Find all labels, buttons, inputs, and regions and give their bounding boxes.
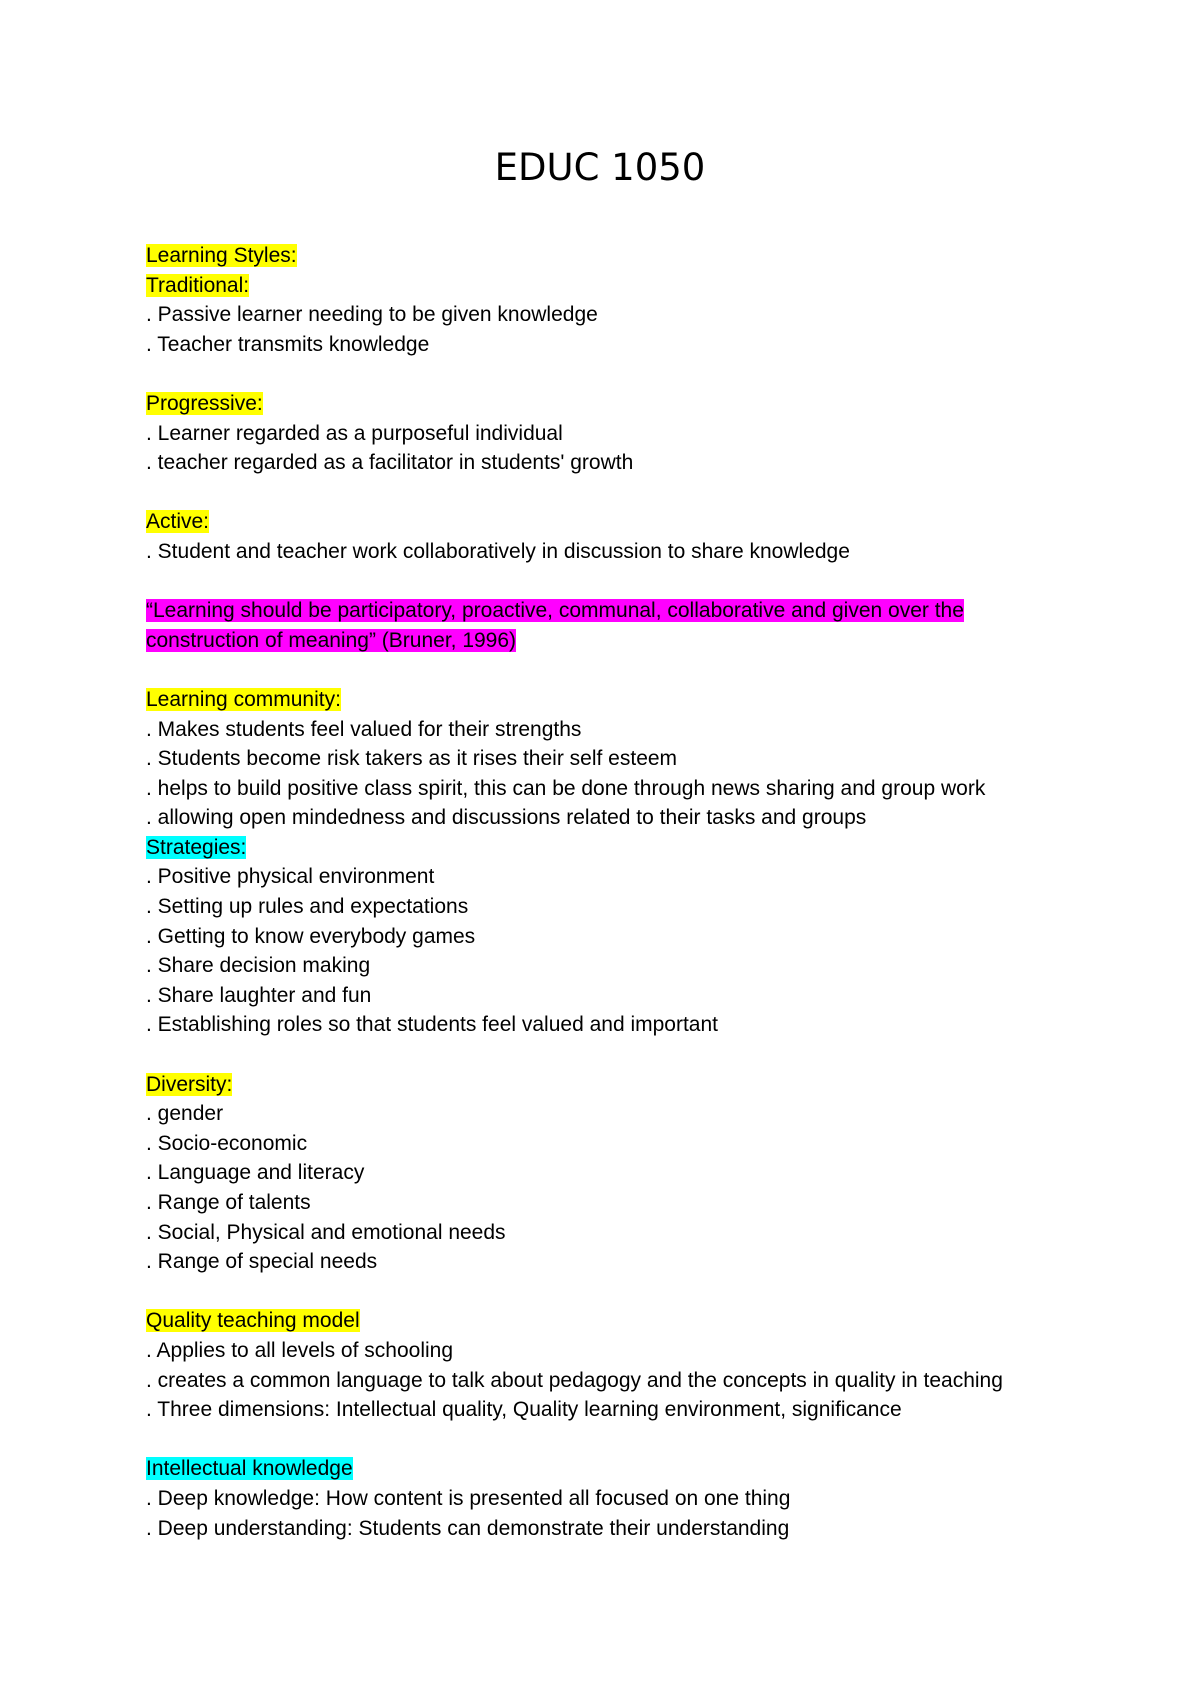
- list-item: . Getting to know everybody games: [146, 924, 476, 948]
- quote-line-1: “Learning should be participatory, proactive, communal, collaborative and given over the: [146, 599, 964, 623]
- heading-active: Active:: [146, 510, 210, 534]
- heading-quality-teaching-model: Quality teaching model: [146, 1309, 360, 1333]
- list-item: . Share laughter and fun: [146, 983, 372, 1007]
- list-item: . Range of special needs: [146, 1250, 378, 1274]
- list-item: . Makes students feel valued for their strengths: [146, 717, 582, 741]
- heading-progressive: Progressive:: [146, 391, 263, 415]
- list-item: . Students become risk takers as it rises their self esteem: [146, 747, 678, 771]
- heading-diversity: Diversity:: [146, 1072, 233, 1096]
- list-item: . creates a common language to talk about pedagogy and the concepts in quality in teaching: [146, 1368, 1003, 1392]
- list-item: . Positive physical environment: [146, 865, 435, 889]
- document-title: EDUC 1050: [494, 146, 706, 189]
- list-item: . Deep understanding: Students can demonstrate their understanding: [146, 1516, 790, 1540]
- list-item: . allowing open mindedness and discussions related to their tasks and groups: [146, 806, 867, 830]
- list-item: . Deep knowledge: How content is presented all focused on one thing: [146, 1486, 791, 1510]
- list-item: . helps to build positive class spirit, this can be done through news sharing and group work: [146, 776, 986, 800]
- list-item: . gender: [146, 1102, 224, 1126]
- heading-intellectual-knowledge: Intellectual knowledge: [146, 1457, 353, 1481]
- list-item: . Social, Physical and emotional needs: [146, 1220, 506, 1244]
- list-item: . Establishing roles so that students feel valued and important: [146, 1013, 719, 1037]
- list-item: . Socio-economic: [146, 1131, 308, 1155]
- list-item: . Teacher transmits knowledge: [146, 332, 430, 356]
- heading-strategies: Strategies:: [146, 835, 247, 859]
- list-item: . Share decision making: [146, 954, 371, 978]
- list-item: . Passive learner needing to be given knowledge: [146, 303, 598, 327]
- list-item: . Language and literacy: [146, 1161, 365, 1185]
- list-item: . Student and teacher work collaboratively in discussion to share knowledge: [146, 539, 850, 563]
- heading-learning-styles: Learning Styles:: [146, 244, 297, 267]
- list-item: . Three dimensions: Intellectual quality, Quality learning environment, significance: [146, 1398, 902, 1422]
- list-item: . Range of talents: [146, 1191, 311, 1214]
- heading-traditional: Traditional:: [146, 273, 250, 297]
- document-body: [146, 241, 1086, 1543]
- list-item: . Setting up rules and expectations: [146, 895, 469, 919]
- list-item: . Applies to all levels of schooling: [146, 1338, 454, 1362]
- list-item: . Learner regarded as a purposeful individual: [146, 421, 563, 445]
- heading-learning-community: Learning community:: [146, 687, 341, 711]
- list-item: . teacher regarded as a facilitator in students' growth: [146, 451, 634, 475]
- quote-line-2: construction of meaning” (Bruner, 1996): [146, 628, 517, 652]
